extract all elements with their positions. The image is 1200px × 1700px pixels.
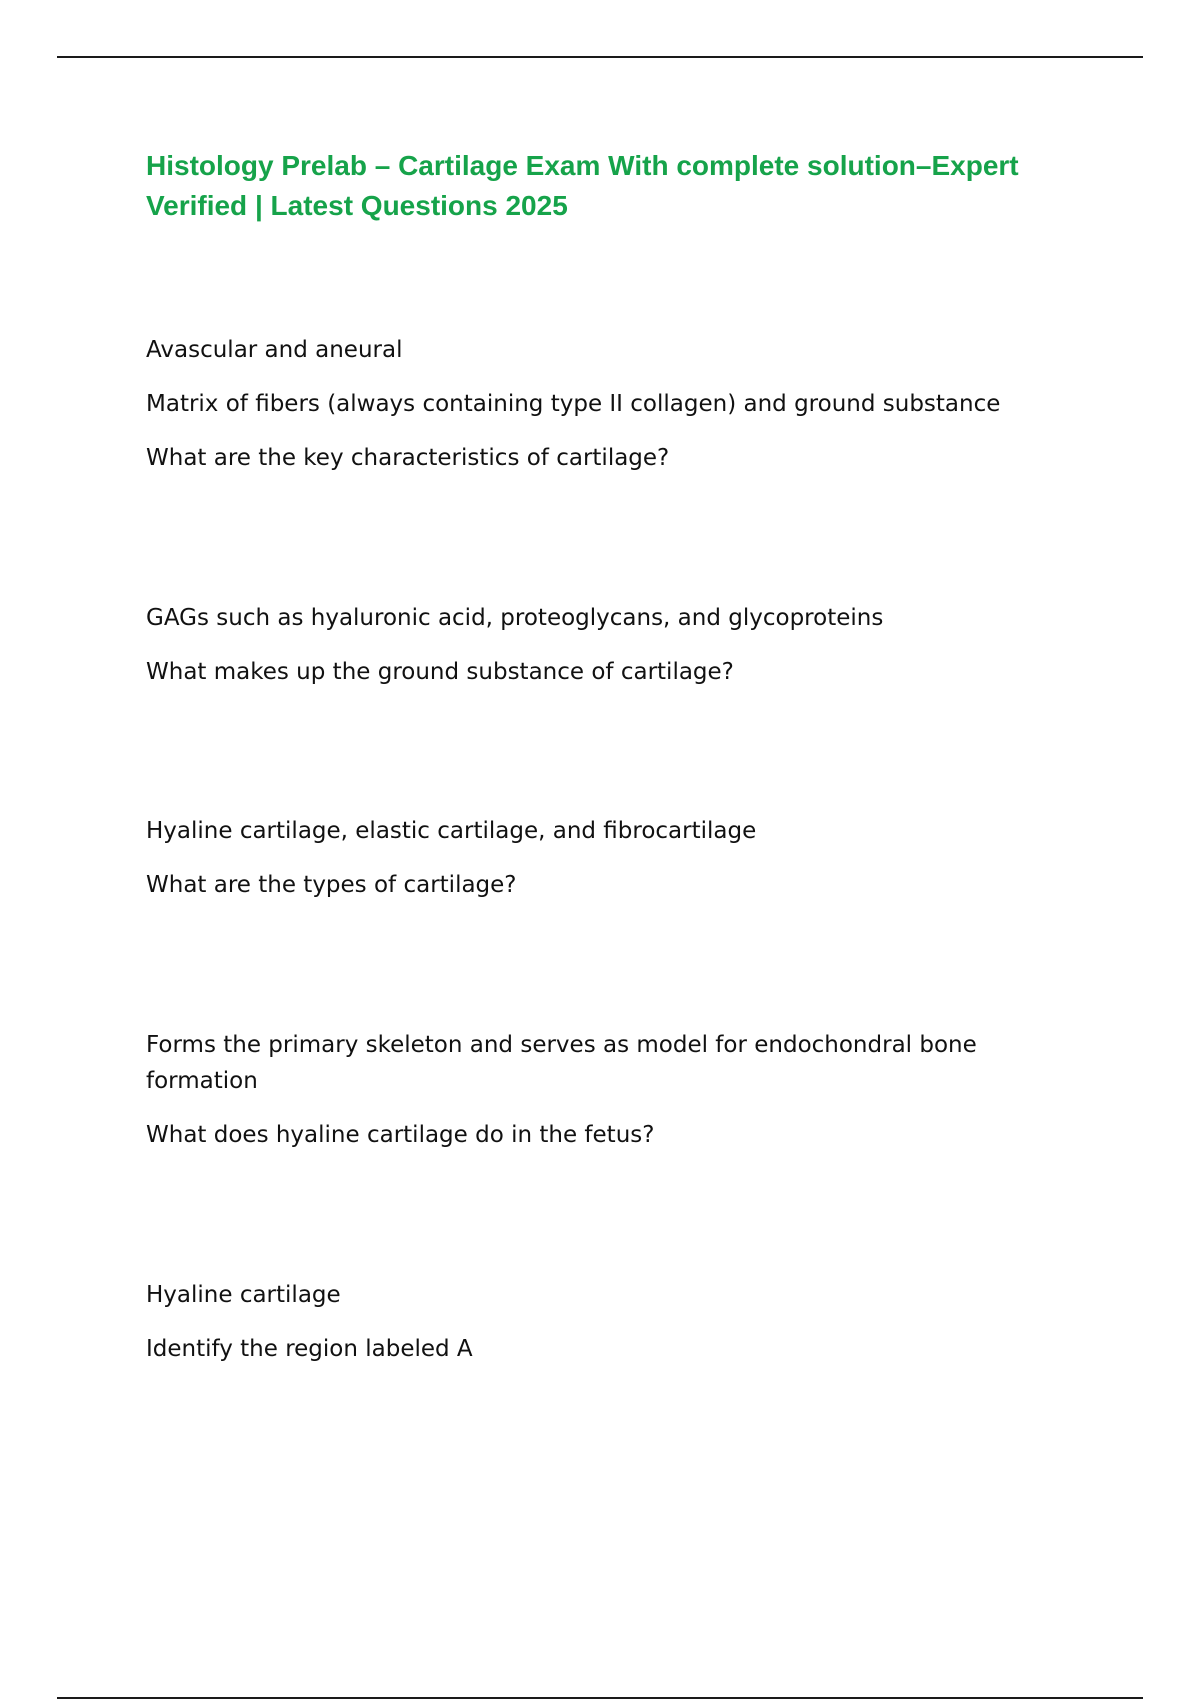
question-text: What are the types of cartilage? [146,872,517,898]
answer-text: Forms the primary skeleton and serves as model for endochondral bone formation [146,1032,977,1094]
question-text: What are the key characteristics of cartilage? [146,445,670,471]
qa-card-4 [146,1027,1046,1153]
qa-card-2 [146,600,1046,690]
document-title: Histology Prelab – Cartilage Exam With complete solution–Expert Verified | Latest Questions 2025 [146,150,1019,221]
qa-card-1 [146,332,1046,476]
header-rule [57,56,1143,58]
question-text: What makes up the ground substance of cartilage? [146,659,734,685]
answer-text: GAGs such as hyaluronic acid, proteoglycans, and glycoproteins [146,605,884,631]
answer-text: Hyaline cartilage [146,1282,341,1308]
footer-rule [57,1697,1143,1699]
answer-text: Hyaline cartilage, elastic cartilage, and fibrocartilage [146,818,757,844]
answer-text: Matrix of fibers (always containing type II collagen) and ground substance [146,391,1001,417]
qa-card-3 [146,813,1046,903]
qa-card-5 [146,1277,1046,1367]
question-text: What does hyaline cartilage do in the fetus? [146,1122,655,1148]
answer-text: Avascular and aneural [146,337,403,363]
question-text: Identify the region labeled A [146,1336,473,1362]
